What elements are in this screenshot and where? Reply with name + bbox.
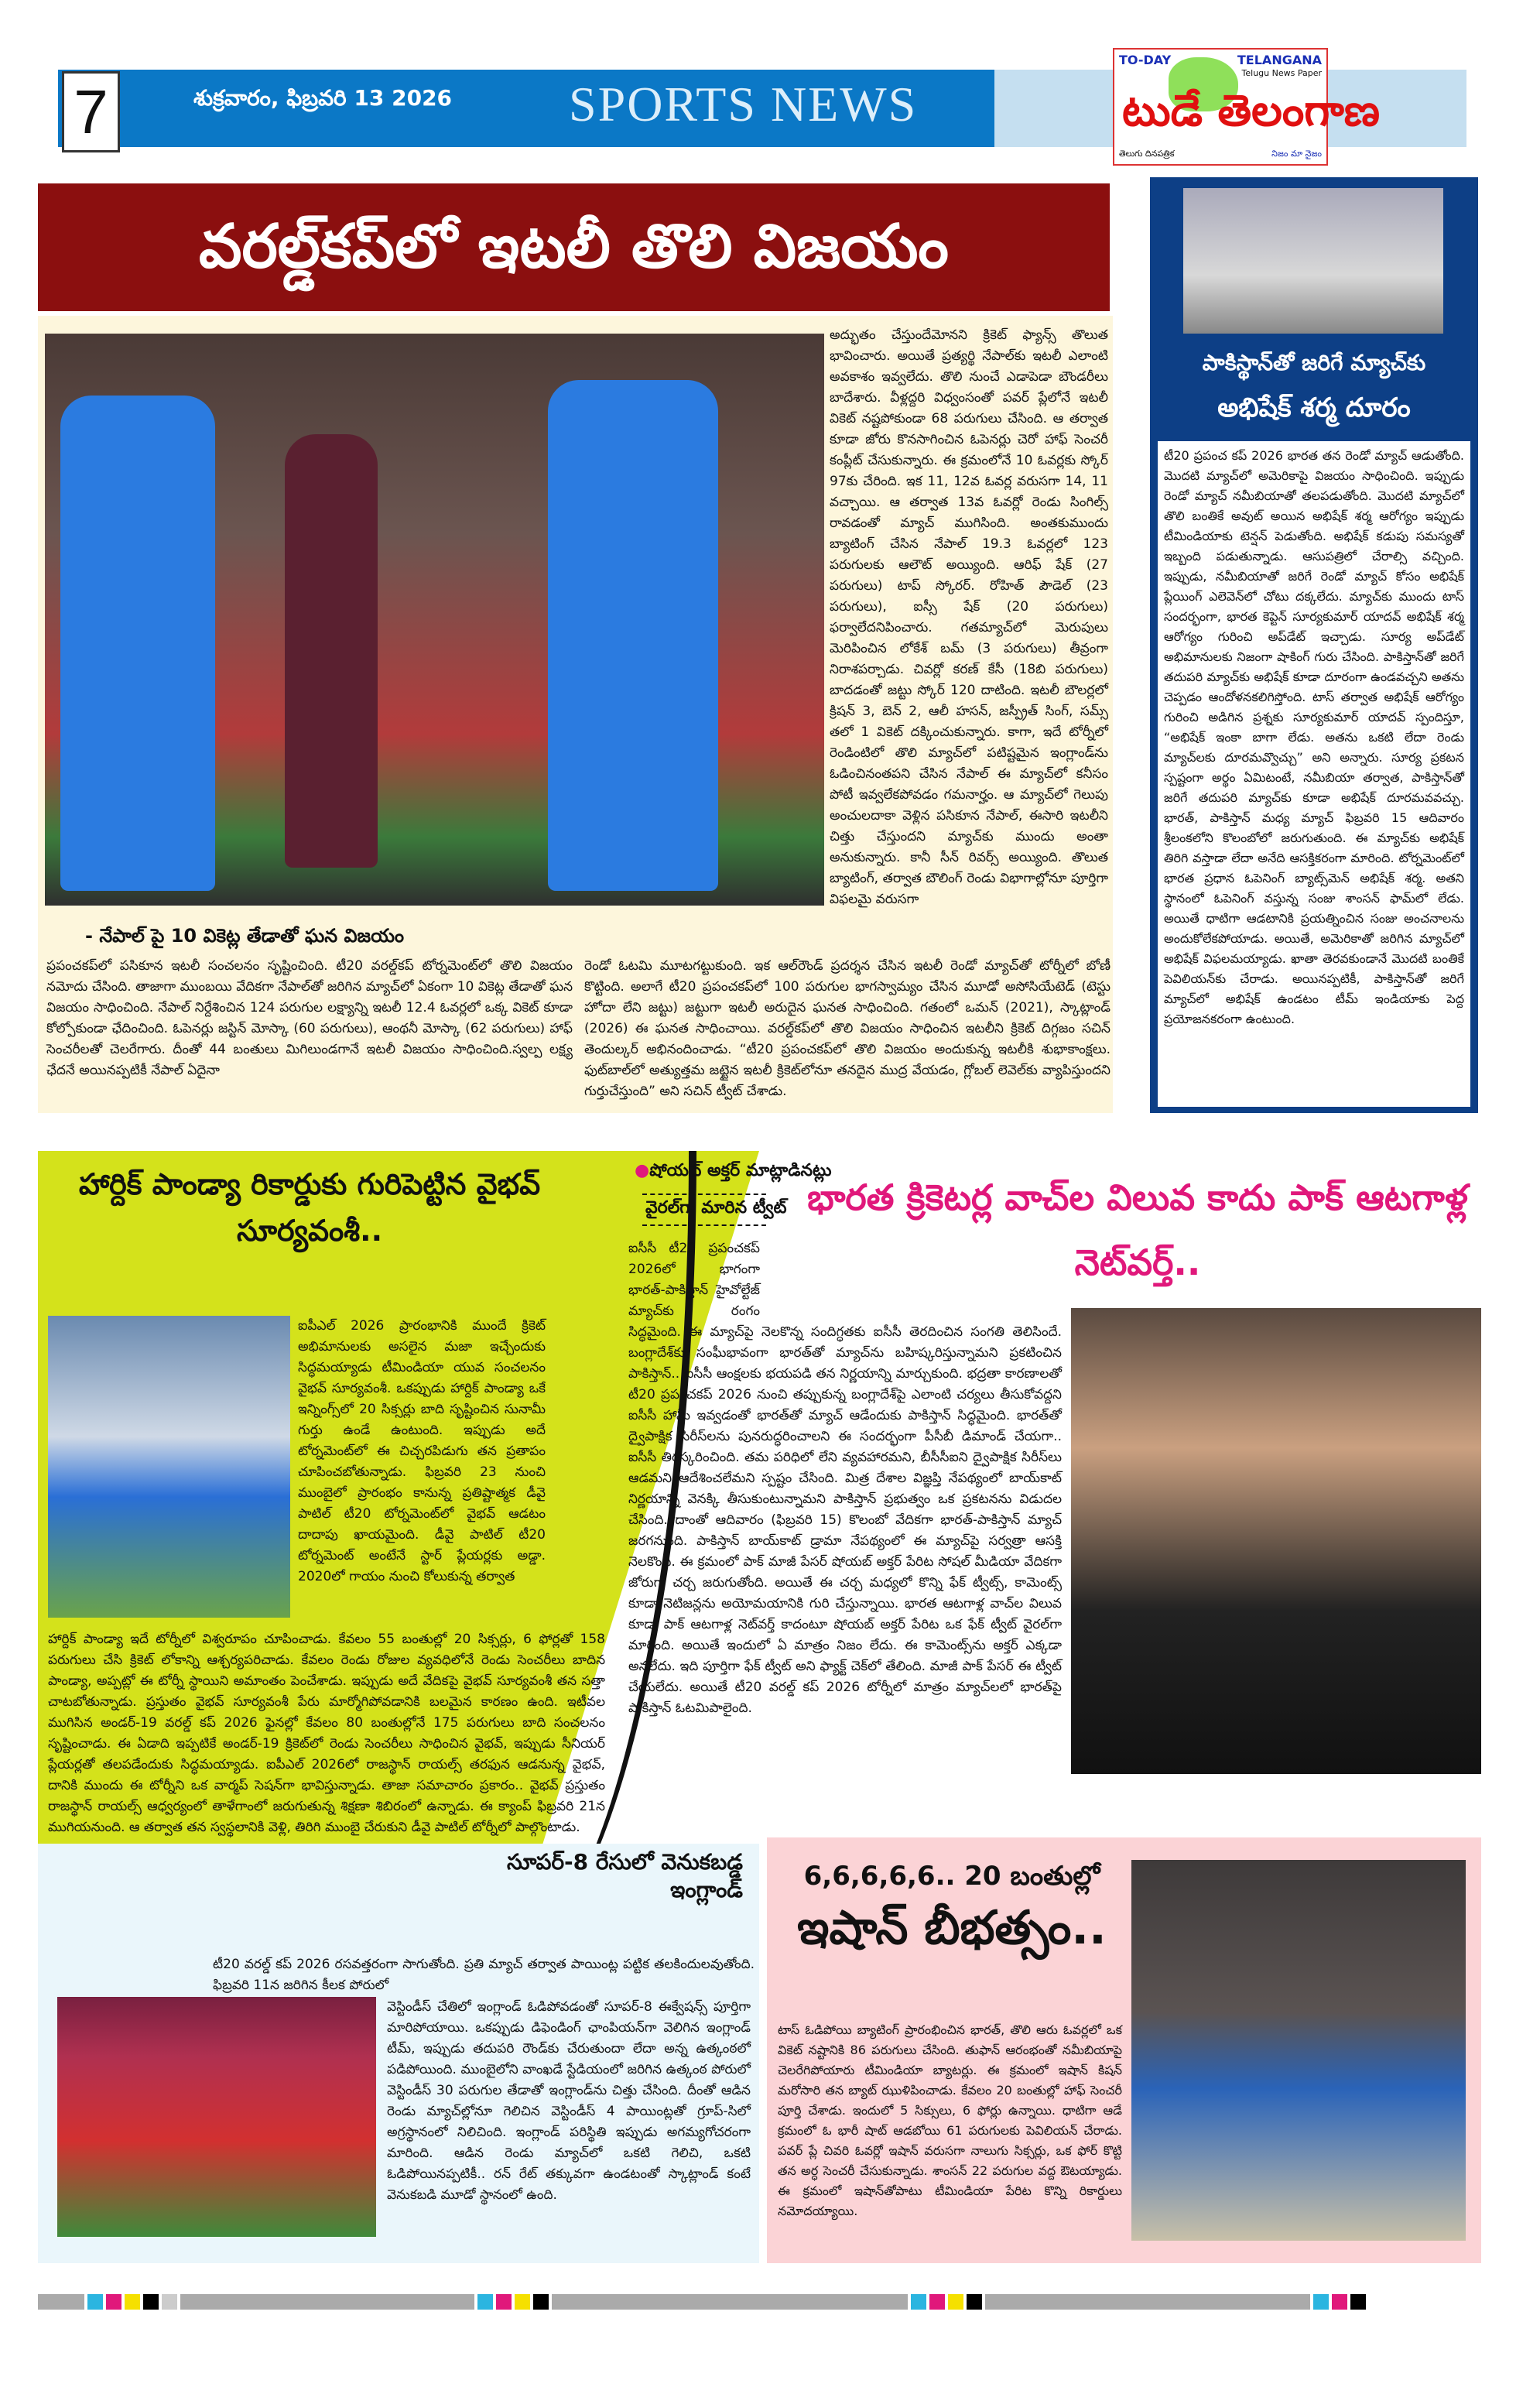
shoaib-akhtar-photo bbox=[1071, 1308, 1481, 1774]
england-players-photo bbox=[57, 1997, 376, 2237]
main-article-column-3: అద్భుతం చేస్తుందేమోనని క్రికెట్ ఫ్యాన్స్ తొలుత భావించారు. అయితే ప్రత్యర్థి నేపాల్‌కు ఇటలీ ఎలాంటి అవకాశం ఇవ్వలేదు. తొలి నుంచే ఎడాపెడా బౌండరీలు బాదేశారు. వీళ్లద్దరి విధ్వంసంతో పవర్ ప్లేలోనే ఇటలీ వికెట్ నష్టపోకుండా 68 పరుగులు చేసింది. ఆ తర్వాత కూడా జోరు కొనసాగించిన ఓపెనర్లు చెరో హాఫ్ సెంచరీ కంప్లీట్ చేసుకున్నారు. ఈ క్రమంలోనే 10 ఓవర్లకు స్కోర్ 97కు చేరింది. ఇక 11, 12వ ఓవర్ల వరుసగా 14, 11 వచ్చాయి. ఆ తర్వాత 13వ ఓవర్లో రెండు సింగిల్స్ రావడంతో మ్యాచ్ ముగిసింది. అంతకుముందు బ్యాటింగ్ చేసిన నేపాల్ 19.3 ఓవర్లలో 123 పరుగులకు ఆలౌట్ అయ్యింది. ఆరిఫ్ షేక్ (27 పరుగులు) టాప్ స్కోరర్. రోహిత్ పౌడెల్ (23 పరుగులు), ఐస్సీ షేక్ (20 పరుగులు) ఫర్వాలేదనిపించారు. గతమ్యాచ్‌లో మెరుపులు మెరిపించిన లోకేశ్ బమ్ (3 పరుగులు) తీవ్రంగా నిరాశపర్చాడు. చివర్లో కరణ్ కేసీ (18బి పరుగులు) బాదడంతో జట్టు స్కోర్ 120 దాటింది. ఇటలీ బౌలర్లలో క్రిషన్ 3, బెన్ 2, ఆలీ హసన్, జస్ప్రీత్ సింగ్, సమ్స్ తలో 1 వికెట్ దక్కించుకున్నారు. కాగా, ఇదే టోర్నీలో రెండింటిలో తొలి మ్యాచ్‌లో పటిష్టమైన ఇంగ్లాండ్‌ను ఓడించినంతపని చేసిన నేపాల్ ఈ మ్యాచ్‌లో కనీసం పోటీ ఇవ్వలేకపోవడం గమనార్హం. ఆ మ్యాచ్‌లో గెలుపు అంచులదాకా వెళ్లిన పసికూన నేపాల్, ఈసారి ఇటలీని చిత్తు చేస్తుందని మ్యాచ్‌కు ముందు అంతా అనుకున్నారు. కానీ సీన్ రివర్స్ అయ్యింది. తొలుత బ్యాటింగ్, తర్వాత బౌలింగ్ రెండు విభాగాల్లోనూ పూర్తిగా విఫలమై వరుసగా bbox=[830, 327, 1108, 907]
sidebar-headline-line-2: అభిషేక్ శర్మ దూరం bbox=[1217, 392, 1411, 423]
pak-watch-headline: భారత క్రికెటర్ల వాచ్‌ల విలువ కాదు పాక్ ఆటగాళ్ల నెట్‌వర్త్.. bbox=[807, 1176, 1468, 1283]
main-subheadline: - నేపాల్ పై 10 వికెట్ల తేడాతో ఘన విజయం bbox=[85, 925, 405, 947]
abhishek-sharma-photo bbox=[1183, 188, 1443, 334]
tweet-subhead: వైరల్‌గా మారిన ట్వీట్ bbox=[642, 1194, 766, 1226]
hardik-column-1: ఐపీఎల్ 2026 ప్రారంభానికి ముందే క్రికెట్ అభిమానులకు అసలైన మజా ఇచ్చేందుకు సిద్ధమయ్యాడు టీమిండియా యువ సంచలనం వైభవ్ సూర్యవంశీ. ఒకప్పుడు హార్దిక్ పాండ్యా ఒకే ఇన్నింగ్స్‌లో 20 సిక్సర్లు బాది సృష్టించిన సునామీ గుర్తు ఉండే ఉంటుంది. ఇప్పుడు అదే టోర్నమెంట్‌లో ఈ చిచ్చరపిడుగు తన ప్రతాపం చూపించబోతున్నాడు. ఫిబ్రవరి 23 నుంచి ముంబైలో ప్రారంభం కానున్న ప్రతిష్టాత్మక డీవై పాటిల్ టీ20 టోర్నమెంట్‌లో వైభవ్ ఆడటం దాదాపు ఖాయమైంది. డీవై పాటిల్ టీ20 టోర్నమెంట్ అంటేనే స్టార్ ప్లేయర్లకు అడ్డా. 2020లో గాయం నుంచి కోలుకున్న తర్వాత bbox=[298, 1318, 546, 1584]
hardik-column-2: హార్దిక్ పాండ్యా ఇదే టోర్నీలో విశ్వరూపం చూపించాడు. కేవలం 55 బంతుల్లో 20 సిక్సర్లు, 6 ఫోర్లతో 158 పరుగులు చేసి క్రికెట్ లోకాన్ని ఆశ్చర్యపరిచాడు. కేవలం రెండు రోజుల వ్యవధిలోనే రెండు సెంచరీలు బాదిన పాండ్యా, అప్పట్లో ఈ టోర్నీ స్థాయిని అమాంతం పెంచేశాడు. ఇప్పుడు అదే వేదికపై వైభవ్ సూర్యవంశీ తన సత్తా చాటబోతున్నాడు. ప్రస్తుతం వైభవ్ సూర్యవంశీ పేరు మార్మోగిపోవడానికి బలమైన కారణం ఉంది. ఇటీవల ముగిసిన అండర్-19 వరల్డ్ కప్ 2026 ఫైనల్లో కేవలం 80 బంతుల్లోనే 175 పరుగులు బాది సంచలనం సృష్టించాడు. ఈ ఏడాది ఇప్పటికే అండర్-19 క్రికెట్‌లో రెండు సెంచరీలు సాధించిన వైభవ్, ఇప్పుడు సీనియర్ ప్లేయర్లతో తలపడేందుకు సిద్ధమయ్యాడు. ఐపీఎల్ 2026లో రాజస్థాన్ రాయల్స్ తరఫున ఆడనున్న వైభవ్, దానికి ముందు ఈ టోర్నీని ఒక వార్మప్ సెషన్‌గా భావిస్తున్నాడు. తాజా సమాచారం ప్రకారం.. వైభవ్ ప్రస్తుతం రాజస్థాన్ రాయల్స్ ఆధ్వర్యంలో తాళేగాంలో జరుగుతున్న శిక్షణా శిబిరంలో ఉన్నాడు. ఈ క్యాంప్ ఫిబ్రవరి 21న ముగియనుంది. ఆ తర్వాత తన స్వస్థలానికి వెళ్లి, తిరిగి ముంబై చేరుకుని డీవై పాటిల్ టోర్నీలో పాల్గొంటాడు. bbox=[48, 1632, 605, 1835]
sidebar-headline bbox=[1158, 341, 1470, 430]
england-body: వెస్టిండీస్ చేతిలో ఇంగ్లాండ్ ఓడిపోవడంతో సూపర్-8 ఈక్వేషన్స్ పూర్తిగా మారిపోయాయి. ఒకప్పుడు డిఫెండింగ్ ఛాంపియన్‌గా వెలిగిన ఇంగ్లాండ్ టీమ్, ఇప్పుడు తదుపరి రౌండ్‌కు చేరుతుందా లేదా అన్న ఉత్కంఠలో పడిపోయింది. ముంబైలోని వాంఖడే స్టేడియంలో జరిగిన ఉత్కంఠ పోరులో వెస్టిండీస్ 30 పరుగుల తేడాతో ఇంగ్లాండ్‌ను చిత్తు చేసింది. దీంతో ఆడిన రెండు మ్యాచ్‌ల్లోనూ గెలిచిన వెస్టిండీస్ 4 పాయింట్లతో గ్రూప్-సిలో అగ్రస్థానంలో నిలిచింది. ఇంగ్లాండ్ పరిస్థితి ఇప్పుడు అగమ్యగోచరంగా మారింది. ఆడిన రెండు మ్యాచ్‌లో ఒకటి గెలిచి, ఒకటి ఓడిపోయినప్పటికీ.. రన్ రేట్ తక్కువగా ఉండటంతో స్కాట్లాండ్ కంటే వెనుకబడి మూడో స్థానంలో ఉంది. bbox=[387, 1999, 751, 2203]
sidebar-body: టీ20 ప్రపంచ కప్ 2026 భారత తన రెండో మ్యాచ్ ఆడుతోంది. మొదటి మ్యాచ్‌లో అమెరికాపై విజయం సాధించింది. ఇప్పుడు రెండో మ్యాచ్ నమీబియాతో తలపడుతోంది. మొదటి మ్యాచ్‌లో తొలి బంతికే అవుట్ అయిన అభిషేక్ శర్మ ఆరోగ్యం ఇప్పుడు టీమిండియాకు టెన్షన్ పెడుతోంది. అభిషేక్ కడుపు సమస్యతో ఇబ్బంది పడుతున్నాడు. ఆసుపత్రిలో చేరాల్సి వచ్చింది. ఇప్పుడు, నమీబియాతో జరిగే రెండో మ్యాచ్ కోసం అభిషేక్ ప్లేయింగ్ ఎలెవెన్‌లో చోటు దక్కలేదు. మ్యాచ్‌కు ముందు టాస్ సందర్భంగా, భారత కెప్టెన్ సూర్యకుమార్ యాదవ్ అభిషేక్ శర్మ ఆరోగ్యం గురించి అప్‌డేట్ ఇచ్చాడు. సూర్య అప్‌డేట్ అభిమానులకు నిజంగా షాకింగ్ గురు చేసింది. పాకిస్తాన్‌తో జరిగే తదుపరి మ్యాచ్‌కు అభిషేక్ కూడా దూరంగా ఉండవచ్చని అతను చెప్పడం ఆందోళనకలిగిస్తోంది. టాస్ తర్వాత అభిషేక్ ఆరోగ్యం గురించి అడిగిన ప్రశ్నకు సూర్యకుమార్ యాదవ్ స్పందిస్తూ, “అభిషేక్ ఇంకా బాగా లేడు. అతను ఒకటి లేదా రెండు మ్యాచ్‌లకు దూరమవ్వొచ్చు” అని అన్నారు. సూర్య ప్రకటన స్పష్టంగా అర్థం ఏమిటంటే, నమీబియా తర్వాత, పాకిస్తాన్‌తో జరిగే తదుపరి మ్యాచ్‌కు కూడా అభిషేక్ దూరమవవచ్చు. భారత్, పాకిస్తాన్ మధ్య మ్యాచ్ ఫిబ్రవరి 15 ఆదివారం శ్రీలంకలోని కొలంబోలో జరుగుతుంది. ఈ మ్యాచ్‌కు అభిషేక్ తిరిగి వస్తాడా లేదా అనేది ఆసక్తికరంగా మారింది. టోర్నమెంట్‌లో భారత ప్రధాన ఓపెనింగ్ బ్యాట్స్‌మెన్ అభిషేక్ శర్మ. అతని స్థానంలో ఓపెనింగ్ వస్తున్న సంజు శాంసన్ ఫామ్‌లో లేడు. అయితే ధాటిగా ఆడటానికి ప్రయత్నించిన సంజు అంచనాలను అందుకోలేకపోయాడు. అయితే, అమెరికాతో జరిగిన మ్యాచ్‌లో అభిషేక్ విఫలమయ్యాడు. ఖాతా తెరవకుండానే మొదటి బంతికే పెవిలియన్‌కు చేరాడు. అయినప్పటికీ, పాకిస్తాన్‌తో జరిగే మ్యాచ్‌లో అభిషేక్ ఉండటం టీమ్ ఇండియాకు పెద్ద ప్రయోజనకరంగా ఉంటుంది. bbox=[1158, 441, 1470, 1107]
main-article-column-1: ప్రపంచకప్‌లో పసికూన ఇటలీ సంచలనం సృష్టించింది. టీ20 వరల్డ్‌కప్ టోర్నమెంట్‌లో తొలి విజయం నమోదు చేసింది. తాజాగా ముంబయి వేదికగా నేపాల్‌తో జరిగిన మ్యాచ్‌లో ఏకంగా 10 వికెట్ల తేడాతో ఘన విజయం సాధించింది. నేపాల్ నిర్దేశించిన 124 పరుగుల లక్ష్యాన్ని ఇటలీ 12.4 ఓవర్లలో ఒక్క వికెట్ కూడా కోల్పోకుండా ఛేదించింది. ఓపెనర్లు జస్టిన్ మోస్కా (60 పరుగులు), ఆంథనీ మోస్కా (62 పరుగులు) హాఫ్ సెంచరీలతో చెలరేగారు. దీంతో 44 బంతులు మిగిలుండగానే ఇటలీ విజయం సాధించింది.స్వల్ప లక్ష్య ఛేదనే అయినప్పటికీ నేపాల్ ఏదైనా bbox=[46, 958, 573, 1078]
ishan-kishan-photo bbox=[1131, 1860, 1466, 2241]
tweet-body: ఐసీసీ టీ20 ప్రపంచకప్ 2026లో భాగంగా భారత్-పాకిస్తాన్ హైవోల్టేజ్ మ్యాచ్‌కు రంగం సిద్ధమైంది. ఈ మ్యాచ్‌పై నెలకొన్న సందిగ్ధతకు ఐసీసీ తెరదించిన సంగతి తెలిసిందే. బంగ్లాదేశ్‌కు సంఘీభావంగా భారత్‌తో మ్యాచ్‌ను బహిష్కరిస్తున్నామని ప్రకటించిన పాకిస్తాన్.. ఐసీసీ ఆంక్షలకు భయపడి తన నిర్ణయాన్ని మార్చుకుంది. భద్రతా కారణాలతో టీ20 ప్రపంచకప్ 2026 నుంచి తప్పుకున్న బంగ్లాదేశ్‌పై ఎలాంటి చర్యలు తీసుకోవద్దని ఐసీసీ హామీ ఇవ్వడంతో భారత్‌తో మ్యాచ్ ఆడేందుకు పాకిస్తాన్ సిద్ధమైంది. భారత్‌తో ద్వైపాక్షిక సిరీస్‌లను పునరుద్ధరించాలని ఈ సందర్భంగా పీసీబీ డిమాండ్ చేయగా.. ఐసీసీ తిరస్కరించింది. తమ పరిధిలో లేని వ్యవహారమని, బీసీసీఐని ద్వైపాక్షిక సిరీస్‌లు ఆడమని ఆదేశించలేమని స్పష్టం చేసింది. మిత్ర దేశాల విజ్ఞప్తి నేపథ్యంలో బాయ్‌కాట్ నిర్ణయాన్ని వెనక్కి తీసుకుంటున్నామని పాకిస్తాన్ ప్రభుత్వం ఒక ప్రకటనను విడుదల చేసింది. దాంతో ఆదివారం (ఫిబ్రవరి 15) కొలంబో వేదికగా భారత్-పాకిస్తాన్ మ్యాచ్ జరగనుంది. పాకిస్తాన్ బాయ్‌కాట్ డ్రామా నేపథ్యంలో ఈ మ్యాచ్‌పై సర్వత్రా ఆసక్తి నెలకొంది. ఈ క్రమంలో పాక్ మాజీ పేసర్ షోయబ్ అక్తర్ పేరిట సోషల్ మీడియా వేదికగా జోరుగా చర్చ జరుగుతోంది. అయితే ఈ చర్చ మధ్యలో కొన్ని ఫేక్ ట్వీట్స్, కామెంట్స్ కూడా నెటిజన్లను అయోమయానికి గురి చేస్తున్నాయి. భారత ఆటగాళ్ల వాచ్‌ల విలువ కూడా పాక్ ఆటగాళ్ల నెట్‌వర్త్ కాదంటూ షోయబ్ అక్తర్ పేరిట ఒక ఫేక్ ట్వీట్ వైరల్‌గా మారింది. అయితే ఇందులో ఏ మాత్రం నిజం లేదు. ఈ కామెంట్స్‌ను అక్తర్ ఎక్కడా అనలేదు. ఇది పూర్తిగా ఫేక్ ట్వీట్ అని ఫ్యాక్ట్ చెక్‌లో తేలింది. మాజీ పాక్ పేసర్ ఈ ట్వీట్ చేయలేదు. అయితే టీ20 వరల్డ్ కప్ 2026 టోర్నీలో మాత్రం మ్యాచ్‌లలో భారత్‌పై పాకిస్తాన్ ఓటమిపాలైంది. bbox=[628, 1241, 1062, 1716]
issue-date: శుక్రవారం, ఫిబ్రవరి 13 2026 bbox=[193, 85, 453, 111]
england-headline: సూపర్-8 రేసులో వెనుకబడ్డ ఇంగ్లాండ్ bbox=[507, 1849, 743, 1902]
tweet-body-column bbox=[628, 1238, 1062, 1827]
logo-name: టుడే తెలంగాణ bbox=[1122, 86, 1381, 136]
logo-subtitle: Telugu News Paper bbox=[1241, 68, 1322, 78]
england-lead: టీ20 వరల్డ్ కప్ 2026 రసవత్తరంగా సాగుతోంది. ప్రతి మ్యాచ్ తర్వాత పాయింట్ల పట్టిక తలకిందులవుతోంది. ఫిబ్రవరి 11న జరిగిన కీలక పోరులో bbox=[213, 1957, 755, 1993]
ishan-headline-line-2: ఇషాన్ బీభత్సం.. bbox=[797, 1901, 1107, 1955]
tweet-tag-text: షోయబ్ అక్తర్ మాట్లాడినట్లు bbox=[649, 1161, 832, 1180]
bullet-icon: ● bbox=[635, 1161, 650, 1180]
logo-bottom-right: నిజం మా నైజం bbox=[1271, 149, 1322, 159]
page-number: 7 bbox=[62, 71, 120, 152]
tweet-tag bbox=[635, 1161, 832, 1184]
logo-right-tag: TELANGANA bbox=[1237, 53, 1322, 67]
main-article-column-2: రెండో ఓటమి మూటగట్టుకుంది. ఇక ఆల్‌రౌండ్ ప్రదర్శన చేసిన ఇటలీ రెండో మ్యాచ్‌తో టోర్నీలో బోణీ కొట్టింది. అలాగే టీ20 ప్రపంచకప్‌లో 100 పరుగుల భాగస్వామ్యం చేసిన మూడో అసోసియేటెడ్ (టెస్టు హోదా లేని జట్టు) జట్టుగా ఇటలీ అరుదైన ఘనత సాధించింది. గతంలో ఒమన్ (2021), స్కాట్లాండ్ (2026) ఈ ఘనత సాధించాయి. వరల్డ్‌కప్‌లో తొలి విజయం సాధించిన ఇటలీని క్రికెట్ దిగ్గజం సచిన్ తెందుల్కర్ అభినందించాడు. “టీ20 ప్రపంచకప్‌లో తొలి విజయం అందుకున్న ఇటలీకి శుభాకాంక్షలు. ఫుట్‌బాల్‌లో అత్యుత్తమ జట్టైన ఇటలీ క్రికెట్‌లోనూ తనదైన ముద్ర వేయడం, గ్లోబల్ లెవెల్‌కు వ్యాపిస్తుందని గుర్తుచేస్తుంది” అని సచిన్ ట్వీట్ చేశాడు. bbox=[584, 958, 1111, 1099]
italy-players-photo bbox=[45, 334, 824, 906]
sidebar-headline-line-1: పాకిస్థాన్‌తో జరిగే మ్యాచ్‌కు bbox=[1202, 350, 1426, 375]
logo-bottom-left: తెలుగు దినపత్రిక bbox=[1119, 149, 1175, 159]
masthead-logo bbox=[1113, 48, 1381, 166]
vaibhav-suryavanshi-photo bbox=[48, 1316, 290, 1618]
logo-left-tag: TO-DAY bbox=[1119, 53, 1172, 67]
section-title: SPORTS NEWS bbox=[569, 77, 918, 132]
ishan-headline-line-1: 6,6,6,6,6.. 20 బంతుల్లో bbox=[803, 1861, 1100, 1892]
hardik-headline: హార్దిక్ పాండ్యా రికార్డుకు గురిపెట్టిన వైభవ్ సూర్యవంశీ.. bbox=[78, 1167, 541, 1248]
ishan-body: టాస్ ఓడిపోయి బ్యాటింగ్ ప్రారంభించిన భారత్, తొలి ఆరు ఓవర్లలో ఒక వికెట్ నష్టానికి 86 పరుగులు చేసింది. తుఫాన్ ఆరంభంతో నమీబియాపై చెలరేగిపోయారు టీమిండియా బ్యాటర్లు. ఈ క్రమంలో ఇషాన్ కిషన్ మరోసారి తన బ్యాట్ ఝుళిపించాడు. కేవలం 20 బంతుల్లో హాఫ్ సెంచరీ పూర్తి చేశాడు. ఇందులో 5 సిక్సులు, 6 ఫోర్లు ఉన్నాయి. ధాటిగా ఆడే క్రమంలో ఓ భారీ షాట్ ఆడబోయి 61 పరుగులకు పెవిలియన్ చేరాడు. పవర్ ప్లే చివరి ఓవర్లో ఇషాన్ వరుసగా నాలుగు సిక్సర్లు, ఒక ఫోర్ కొట్టి తన అర్ధ సెంచరీ చేసుకున్నాడు. శాంసన్ 22 పరుగుల వద్ద ఔటయ్యాడు. ఈ క్రమంలో ఇషాన్‌తోపాటు టీమిండియా పేరిట కొన్ని రికార్డులు నమోదయ్యాయి. bbox=[778, 2022, 1122, 2218]
print-registration-bar bbox=[38, 2293, 1485, 2310]
main-headline: వరల్డ్‌కప్‌లో ఇటలీ తొలి విజయం bbox=[38, 183, 1110, 311]
